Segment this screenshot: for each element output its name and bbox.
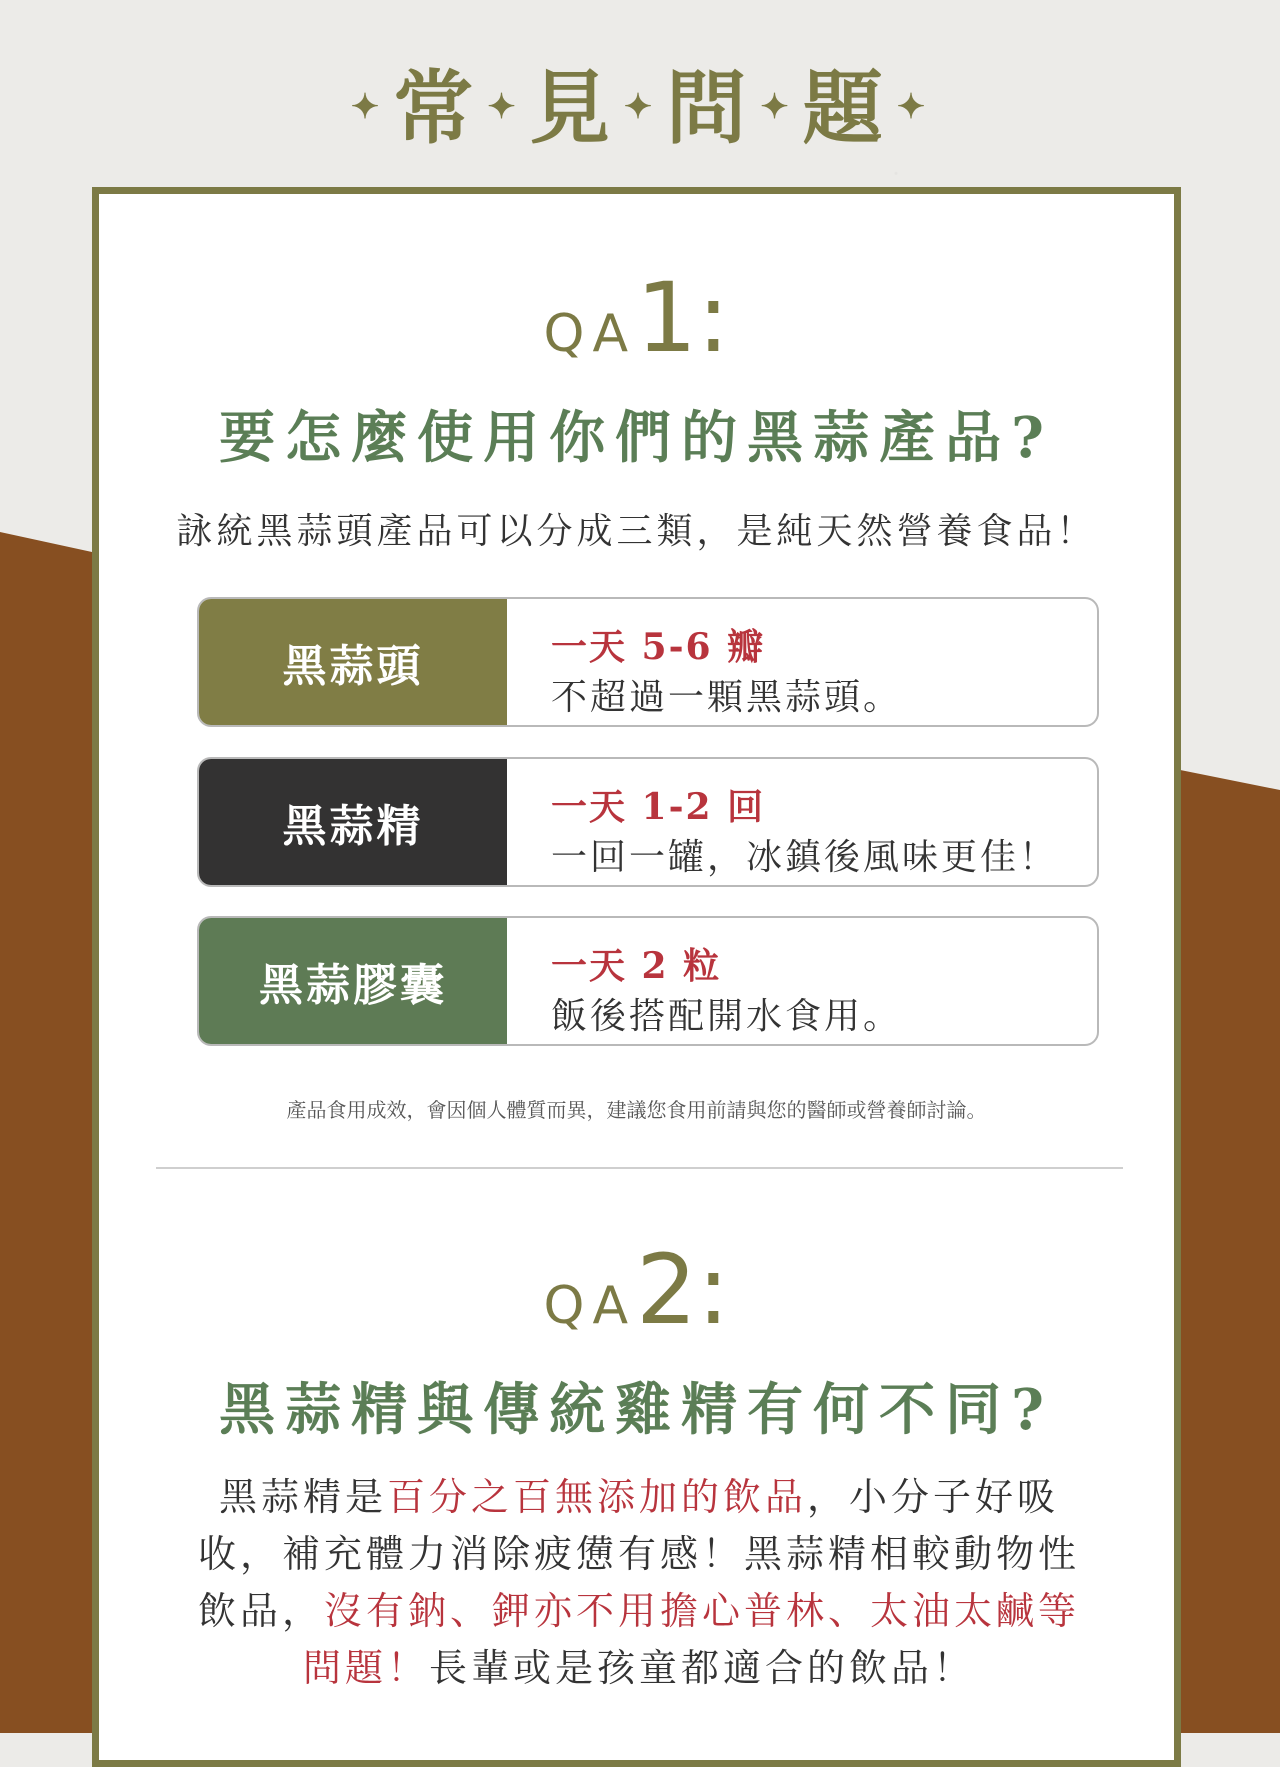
product-label: 黑蒜頭 xyxy=(199,599,507,725)
product-row-black-garlic-essence xyxy=(197,757,1099,887)
heading-char-4: 題 xyxy=(802,61,887,155)
answer-text: 黑蒜精是 xyxy=(218,1475,387,1519)
qa1-prefix: QA xyxy=(543,304,637,364)
faq-card xyxy=(92,187,1181,1767)
product-desc: 飯後搭配開水食用。 xyxy=(551,996,903,1037)
qa1-number xyxy=(99,262,1174,374)
product-row-black-garlic-capsule xyxy=(197,916,1099,1046)
product-desc: 一回一罐，冰鎮後風味更佳！ xyxy=(551,837,1059,878)
disclaimer-note: 產品食用成效，會因個人體質而異，建議您食用前請與您的醫師或營養師討論。 xyxy=(286,1098,987,1122)
heading-char-1: 常 xyxy=(393,61,478,155)
section-divider xyxy=(156,1167,1123,1169)
heading-char-2: 見 xyxy=(529,61,614,155)
product-dose: 一天 2 粒 xyxy=(551,945,722,987)
answer-highlight: 沒有鈉、鉀亦不用擔心普林、太油太鹹等問題！ xyxy=(302,1589,1081,1690)
qa2-question: 黑蒜精與傳統雞精有何不同? xyxy=(219,1377,1054,1443)
answer-text: 長輩或是孩童都適合的飲品！ xyxy=(429,1646,976,1690)
faq-heading xyxy=(0,58,1280,165)
qa2-prefix: QA xyxy=(543,1276,637,1336)
product-label: 黑蒜精 xyxy=(199,759,507,885)
qa1-question: 要怎麼使用你們的黑蒜產品? xyxy=(219,405,1054,471)
product-label: 黑蒜膠囊 xyxy=(199,918,507,1044)
star-icon: ✦ xyxy=(760,87,793,128)
star-icon: ✦ xyxy=(623,87,657,128)
product-row-black-garlic xyxy=(197,597,1099,727)
product-dose: 一天 5-6 瓣 xyxy=(551,626,766,668)
heading-char-3: 問 xyxy=(666,61,751,155)
qa2-index: 2: xyxy=(636,1234,730,1346)
star-icon: ✦ xyxy=(896,87,930,128)
product-desc: 不超過一顆黑蒜頭。 xyxy=(551,677,903,718)
answer-highlight: 百分之百無添加的飲品 xyxy=(386,1475,807,1519)
star-icon: ✦ xyxy=(350,87,384,128)
answer-text: ，小分子好吸收，補充體力消除疲憊有感！黑蒜精相較動物性飲品， xyxy=(197,1475,1080,1633)
qa1-index: 1: xyxy=(636,262,730,374)
qa2-number xyxy=(99,1234,1174,1346)
qa2-answer xyxy=(189,1469,1089,1697)
product-dose: 一天 1-2 回 xyxy=(551,786,766,828)
star-icon: ✦ xyxy=(487,87,520,128)
qa1-intro: 詠統黑蒜頭產品可以分成三類，是純天然營養食品！ xyxy=(176,511,1097,552)
